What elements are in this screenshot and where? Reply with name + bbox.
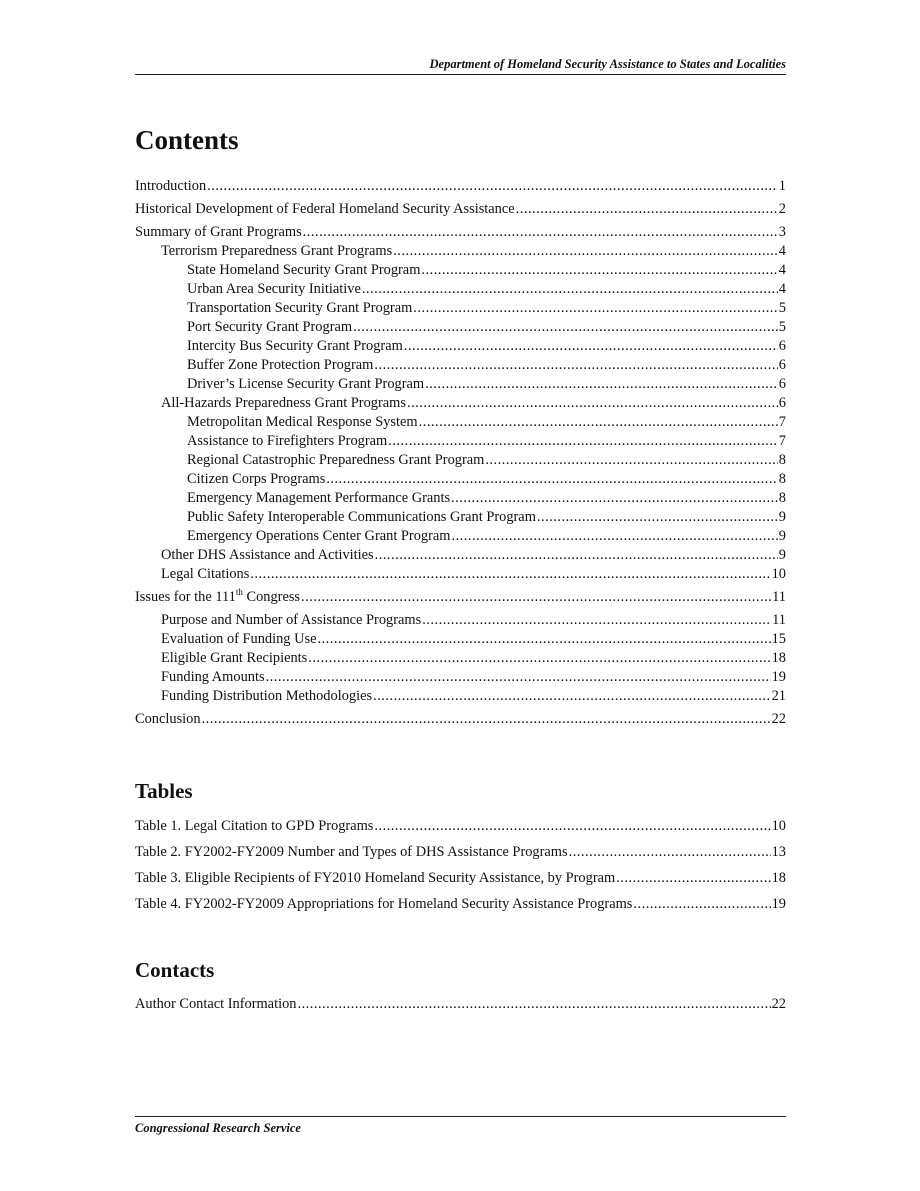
- toc-entry-eligible-recipients[interactable]: [135, 649, 786, 668]
- toc-page: 13: [771, 844, 786, 860]
- toc-entry-drivers-license[interactable]: [135, 375, 786, 394]
- toc-page: 9: [778, 509, 786, 525]
- toc-title: Terrorism Preparedness Grant Programs: [161, 243, 393, 259]
- toc-page: 10: [771, 566, 786, 582]
- tables-heading: Tables: [135, 779, 193, 803]
- tables-list: [135, 817, 786, 914]
- toc-title: Emergency Operations Center Grant Program: [187, 528, 451, 544]
- toc-entry-port-security[interactable]: [135, 318, 786, 337]
- contacts-list: [135, 995, 786, 1014]
- toc-page: 4: [778, 262, 786, 278]
- toc-entry-buffer-zone[interactable]: [135, 356, 786, 375]
- toc-entry-funding-distribution[interactable]: [135, 687, 786, 706]
- toc-title: Table 4. FY2002-FY2009 Appropriations for Homeland Security Assistance Programs: [135, 896, 633, 912]
- toc-title: Emergency Management Performance Grants: [187, 490, 451, 506]
- toc-title: Driver’s License Security Grant Program: [187, 376, 425, 392]
- toc-entry-author-contact[interactable]: [135, 995, 786, 1014]
- toc-page: 4: [778, 281, 786, 297]
- toc-page: 6: [778, 376, 786, 392]
- toc-page: 6: [778, 338, 786, 354]
- toc-entry-table-1[interactable]: [135, 817, 786, 836]
- toc-page: 8: [778, 490, 786, 506]
- toc-entry-other-dhs[interactable]: [135, 546, 786, 565]
- toc-title-part: Congress: [242, 589, 301, 605]
- toc-entry-summary-grant-programs[interactable]: [135, 223, 786, 242]
- toc-title: Funding Distribution Methodologies: [161, 688, 373, 704]
- toc-entry-purpose-number[interactable]: [135, 611, 786, 630]
- toc-entry-shsgp[interactable]: [135, 261, 786, 280]
- toc-title: Table 1. Legal Citation to GPD Programs: [135, 818, 374, 834]
- toc-title: Evaluation of Funding Use: [161, 631, 317, 647]
- toc-page: 22: [771, 996, 786, 1012]
- toc-entry-historical-development[interactable]: [135, 200, 786, 219]
- toc-title-sup: th: [235, 587, 243, 598]
- running-footer: Congressional Research Service: [135, 1121, 301, 1135]
- toc-title: All-Hazards Preparedness Grant Programs: [161, 395, 406, 411]
- toc-title: Legal Citations: [161, 566, 250, 582]
- toc-entry-eoc[interactable]: [135, 527, 786, 546]
- toc-title: Citizen Corps Programs: [187, 471, 326, 487]
- toc-entry-table-3[interactable]: [135, 869, 786, 888]
- toc-page: 9: [778, 547, 786, 563]
- toc-entry-introduction[interactable]: [135, 177, 786, 196]
- toc-page: 2: [778, 201, 786, 217]
- toc-title: Historical Development of Federal Homeland Security Assistance: [135, 201, 515, 217]
- contents-list: [135, 177, 786, 729]
- toc-entry-firefighters[interactable]: [135, 432, 786, 451]
- toc-entry-issues-111th[interactable]: [135, 588, 786, 607]
- toc-entry-legal-citations[interactable]: [135, 565, 786, 584]
- toc-entry-uasi[interactable]: [135, 280, 786, 299]
- contents-heading: Contents: [135, 125, 239, 155]
- toc-entry-conclusion[interactable]: [135, 710, 786, 729]
- toc-title: Introduction: [135, 178, 207, 194]
- toc-title: Transportation Security Grant Program: [187, 300, 413, 316]
- toc-entry-terrorism-preparedness[interactable]: [135, 242, 786, 261]
- toc-page: 1: [778, 178, 786, 194]
- running-header: Department of Homeland Security Assistance to States and Localities: [135, 56, 786, 75]
- toc-page: 5: [778, 319, 786, 335]
- toc-page: 10: [771, 818, 786, 834]
- toc-page: 7: [778, 433, 786, 449]
- toc-entry-citizen-corps[interactable]: [135, 470, 786, 489]
- toc-entry-all-hazards[interactable]: [135, 394, 786, 413]
- toc-page: 6: [778, 357, 786, 373]
- toc-entry-funding-amounts[interactable]: [135, 668, 786, 687]
- toc-title: Table 3. Eligible Recipients of FY2010 Homeland Security Assistance, by Program: [135, 870, 616, 886]
- toc-title: State Homeland Security Grant Program: [187, 262, 421, 278]
- toc-page: 11: [772, 589, 786, 605]
- toc-title: Table 2. FY2002-FY2009 Number and Types of DHS Assistance Programs: [135, 844, 568, 860]
- toc-entry-regional-catastrophic[interactable]: [135, 451, 786, 470]
- toc-entry-empg[interactable]: [135, 489, 786, 508]
- toc-title-part: Issues for the 111: [135, 589, 236, 605]
- toc-entry-transportation-security[interactable]: [135, 299, 786, 318]
- toc-page: 4: [778, 243, 786, 259]
- toc-title: Port Security Grant Program: [187, 319, 353, 335]
- toc-title: Metropolitan Medical Response System: [187, 414, 418, 430]
- toc-title: Conclusion: [135, 711, 201, 727]
- toc-page: 9: [778, 528, 786, 544]
- toc-page: 8: [778, 471, 786, 487]
- toc-page: 18: [771, 650, 786, 666]
- toc-title: Assistance to Firefighters Program: [187, 433, 388, 449]
- toc-page: 7: [778, 414, 786, 430]
- toc-page: 3: [778, 224, 786, 240]
- toc-title: Urban Area Security Initiative: [187, 281, 361, 297]
- toc-page: 15: [771, 631, 786, 647]
- toc-page: 18: [771, 870, 786, 886]
- toc-entry-table-4[interactable]: [135, 895, 786, 914]
- footer-rule: [135, 1116, 786, 1117]
- toc-title: Funding Amounts: [161, 669, 265, 685]
- toc-page: 11: [772, 612, 786, 628]
- toc-page: 5: [778, 300, 786, 316]
- toc-page: 22: [771, 711, 786, 727]
- toc-entry-table-2[interactable]: [135, 843, 786, 862]
- toc-page: 8: [778, 452, 786, 468]
- toc-title: Eligible Grant Recipients: [161, 650, 308, 666]
- toc-page: 6: [778, 395, 786, 411]
- toc-title: Regional Catastrophic Preparedness Grant Program: [187, 452, 485, 468]
- contacts-heading: Contacts: [135, 958, 215, 982]
- toc-title: Buffer Zone Protection Program: [187, 357, 374, 373]
- toc-entry-mmrs[interactable]: [135, 413, 786, 432]
- toc-title: Purpose and Number of Assistance Programs: [161, 612, 422, 628]
- toc-page: 19: [771, 896, 786, 912]
- toc-title: Other DHS Assistance and Activities: [161, 547, 374, 563]
- toc-entry-psic[interactable]: [135, 508, 786, 527]
- toc-title: [135, 588, 300, 607]
- toc-page: 19: [771, 669, 786, 685]
- toc-title: Summary of Grant Programs: [135, 224, 302, 240]
- toc-entry-intercity-bus[interactable]: [135, 337, 786, 356]
- toc-title: Author Contact Information: [135, 996, 297, 1012]
- toc-title: Public Safety Interoperable Communications Grant Program: [187, 509, 536, 525]
- toc-entry-evaluation-funding[interactable]: [135, 630, 786, 649]
- toc-page: 21: [771, 688, 786, 704]
- toc-title: Intercity Bus Security Grant Program: [187, 338, 403, 354]
